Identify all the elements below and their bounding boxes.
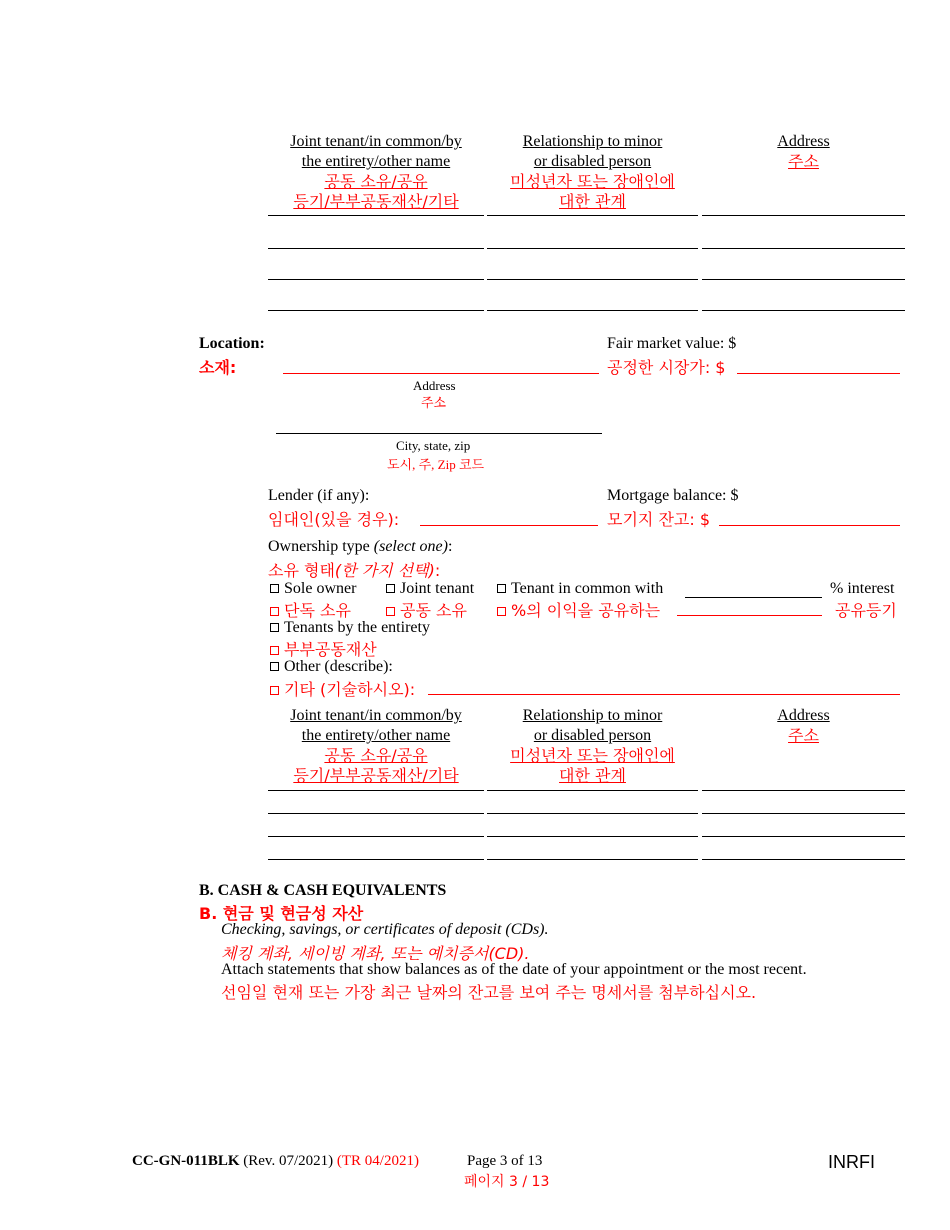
table2-row-line[interactable] <box>487 836 698 837</box>
entirety-label-ko: 부부공동재산 <box>284 640 377 659</box>
ownership-label <box>268 538 452 556</box>
joint-tenant-checkbox-ko[interactable] <box>386 607 395 616</box>
section-b-attach-ko: 선임일 현재 또는 가장 최근 날짜의 잔고를 보여 주는 명세서를 첨부하십시오. <box>221 983 757 1002</box>
sole-owner-checkbox[interactable] <box>270 584 279 593</box>
other-option[interactable] <box>270 658 393 676</box>
lender-label-ko: 임대인(있을 경우): <box>268 510 400 529</box>
tenant-in-common-option-ko[interactable] <box>497 598 660 621</box>
address-caption: Address <box>413 378 456 393</box>
section-b-title: B. CASH & CASH EQUIVALENTS <box>199 882 447 899</box>
table1-row-line[interactable] <box>702 279 905 280</box>
fmv-label-ko: 공정한 시장가: $ <box>607 358 726 377</box>
table2-row-line[interactable] <box>268 813 484 814</box>
table2-row-line[interactable] <box>702 836 905 837</box>
location-label-ko: 소재: <box>199 358 237 377</box>
table1-row-line[interactable] <box>268 279 484 280</box>
table1-row-line[interactable] <box>702 215 905 216</box>
tenant-in-common-percent-field-ko[interactable] <box>677 615 822 616</box>
location-address-field[interactable] <box>283 373 599 374</box>
fmv-label: Fair market value: $ <box>607 335 737 352</box>
ownership-label-ko-colon: : <box>434 561 441 580</box>
table2-row-line[interactable] <box>702 859 905 860</box>
entirety-option-ko[interactable] <box>270 637 377 660</box>
table1-col3-header <box>702 132 905 172</box>
table2-row-line[interactable] <box>268 859 484 860</box>
col2-en-line1: Relationship to minor <box>522 707 663 724</box>
sole-owner-option-ko[interactable] <box>270 598 351 621</box>
other-label: Other (describe): <box>284 658 393 675</box>
table1-row-line[interactable] <box>487 215 698 216</box>
col2-en-line2: or disabled person <box>533 727 652 744</box>
tenant-in-common-interest: % interest <box>830 580 895 597</box>
table2-row-line[interactable] <box>487 859 698 860</box>
col1-ko-line1: 공동 소유/공유 <box>324 746 428 765</box>
col2-ko-line1: 미성년자 또는 장애인에 <box>510 172 675 191</box>
col3-ko: 주소 <box>788 726 819 745</box>
ownership-label-colon: : <box>447 538 453 555</box>
col1-en-line1: Joint tenant/in common/by <box>290 707 462 724</box>
ownership-label-ko <box>268 558 440 581</box>
location-label: Location: <box>199 335 265 352</box>
entirety-checkbox[interactable] <box>270 623 279 632</box>
table2-col3-header <box>702 706 905 746</box>
col3-ko: 주소 <box>788 152 819 171</box>
col2-ko-line2: 대한 관계 <box>559 192 626 211</box>
lender-label: Lender (if any): <box>268 487 370 504</box>
entirety-option[interactable] <box>270 619 430 637</box>
page-number-ko: 페이지 3 / 13 <box>464 1174 550 1190</box>
tenant-in-common-label: Tenant in common with <box>511 580 664 597</box>
col2-ko-line1: 미성년자 또는 장애인에 <box>510 746 675 765</box>
fmv-field[interactable] <box>737 373 900 374</box>
other-checkbox[interactable] <box>270 662 279 671</box>
col1-en-line1: Joint tenant/in common/by <box>290 133 462 150</box>
tenant-in-common-option[interactable] <box>497 580 663 598</box>
table1-row-line[interactable] <box>702 310 905 311</box>
mortgage-label: Mortgage balance: $ <box>607 487 739 504</box>
entirety-checkbox-ko[interactable] <box>270 646 279 655</box>
table1-row-line[interactable] <box>487 248 698 249</box>
section-b-subtitle-ko: 체킹 계좌, 세이빙 계좌, 또는 예치증서(CD). <box>221 944 530 963</box>
col2-ko-line2: 대한 관계 <box>559 766 626 785</box>
table2-col1-header <box>268 706 484 786</box>
table2-row-line[interactable] <box>268 790 484 791</box>
address-caption-ko: 주소 <box>421 396 447 411</box>
table2-row-line[interactable] <box>268 836 484 837</box>
footer-form-id <box>132 1153 419 1170</box>
tenant-in-common-checkbox[interactable] <box>497 584 506 593</box>
table1-col1-header <box>268 132 484 212</box>
form-id: CC-GN-011BLK <box>132 1153 240 1169</box>
col1-ko-line2: 등기/부부공동재산/기타 <box>293 192 459 211</box>
table1-row-line[interactable] <box>268 248 484 249</box>
section-b-subtitle: Checking, savings, or certificates of deposit (CDs). <box>221 921 549 938</box>
col2-en-line2: or disabled person <box>533 153 652 170</box>
joint-tenant-label-ko: 공동 소유 <box>400 601 467 620</box>
other-option-ko[interactable] <box>270 677 415 700</box>
sole-owner-label-ko: 단독 소유 <box>284 601 351 620</box>
other-checkbox-ko[interactable] <box>270 686 279 695</box>
joint-tenant-option-ko[interactable] <box>386 598 467 621</box>
table2-col2-header <box>487 706 698 786</box>
ownership-label-ko-italic: (한 가지 선택) <box>334 561 435 580</box>
table1-row-line[interactable] <box>487 310 698 311</box>
sole-owner-label: Sole owner <box>284 580 357 597</box>
location-city-field[interactable] <box>276 433 602 434</box>
col3-en: Address <box>777 133 830 150</box>
section-b-title-ko: B. 현금 및 현금성 자산 <box>199 904 364 923</box>
table1-row-line[interactable] <box>268 310 484 311</box>
page-number: Page 3 of 13 <box>467 1153 543 1169</box>
col3-en: Address <box>777 707 830 724</box>
section-b-attach: Attach statements that show balances as of the date of your appointment or the most recent. <box>221 961 807 978</box>
table1-row-line[interactable] <box>268 215 484 216</box>
table2-row-line[interactable] <box>702 790 905 791</box>
tenant-in-common-percent-field[interactable] <box>685 597 822 598</box>
sole-owner-checkbox-ko[interactable] <box>270 607 279 616</box>
table1-row-line[interactable] <box>702 248 905 249</box>
col1-en-line2: the entirety/other name <box>301 727 451 744</box>
ownership-label-text: Ownership type <box>268 538 370 555</box>
col1-en-line2: the entirety/other name <box>301 153 451 170</box>
tenant-in-common-end-ko: 공유등기 <box>835 601 897 620</box>
city-caption: City, state, zip <box>396 438 471 453</box>
ownership-label-italic: (select one) <box>373 538 448 555</box>
col1-ko-line2: 등기/부부공동재산/기타 <box>293 766 459 785</box>
table1-col2-header <box>487 132 698 212</box>
other-label-ko: 기타 (기술하시오): <box>284 680 416 699</box>
entirety-label: Tenants by the entirety <box>284 619 430 636</box>
table2-row-line[interactable] <box>702 813 905 814</box>
tenant-in-common-label-ko: %의 이익을 공유하는 <box>511 601 661 620</box>
mortgage-field[interactable] <box>719 525 900 526</box>
joint-tenant-checkbox[interactable] <box>386 584 395 593</box>
sole-owner-option[interactable] <box>270 580 356 598</box>
city-caption-ko: 도시, 주, Zip 코드 <box>387 457 485 472</box>
footer-code: INRFI <box>828 1152 875 1172</box>
table2-row-line[interactable] <box>487 813 698 814</box>
ownership-label-ko-text: 소유 형태 <box>268 561 335 580</box>
joint-tenant-option[interactable] <box>386 580 474 598</box>
other-describe-field[interactable] <box>428 694 900 695</box>
form-tr: (TR 04/2021) <box>336 1153 419 1169</box>
table1-row-line[interactable] <box>487 279 698 280</box>
table2-row-line[interactable] <box>487 790 698 791</box>
col1-ko-line1: 공동 소유/공유 <box>324 172 428 191</box>
form-rev: (Rev. 07/2021) <box>243 1153 334 1169</box>
tenant-in-common-checkbox-ko[interactable] <box>497 607 506 616</box>
lender-field[interactable] <box>420 525 598 526</box>
joint-tenant-label: Joint tenant <box>400 580 475 597</box>
col2-en-line1: Relationship to minor <box>522 133 663 150</box>
mortgage-label-ko: 모기지 잔고: $ <box>607 510 711 529</box>
